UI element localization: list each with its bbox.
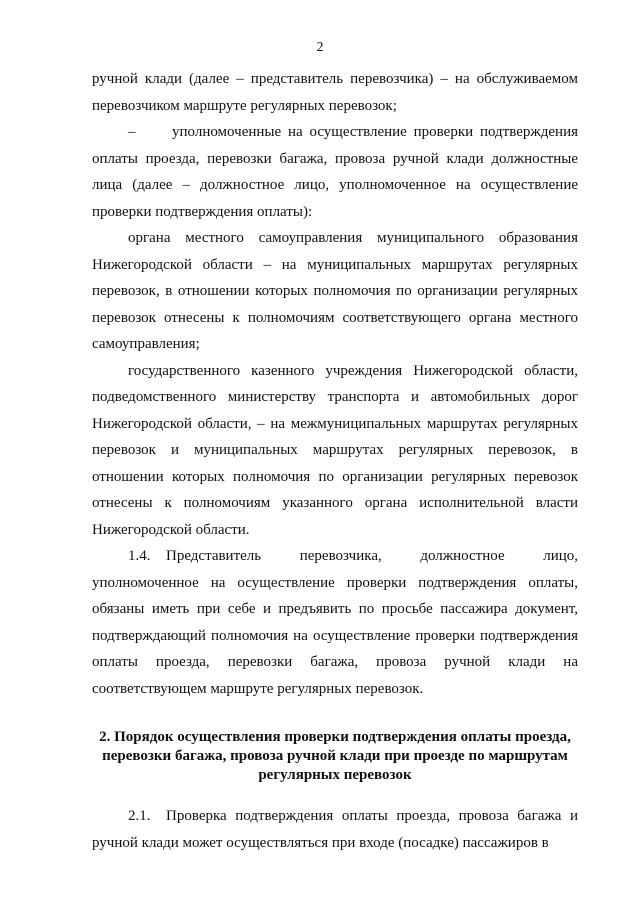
paragraph-local-government-body: органа местного самоуправления муниципального образования Нижегородской области – на муниципальных маршрутах регулярных перевозок, в отношении которых полномочия по организации регулярных перевозок отнесены к полномочиям соответствующего органа местного самоуправления; xyxy=(92,230,578,352)
paragraph-1-4 xyxy=(92,543,578,702)
paragraph-2-1-text: Проверка подтверждения оплаты проезда, провоза багажа и ручной клади может осуществляться при входе (посадке) пассажиров в xyxy=(92,808,578,851)
section-heading-line-2: перевозки багажа, провоза ручной клади при проезде по маршрутам xyxy=(102,748,568,764)
paragraph-number-1-4: 1.4. xyxy=(128,548,151,564)
document-body xyxy=(92,66,578,856)
paragraph-number-2-1: 2.1. xyxy=(128,808,151,824)
list-dash: – xyxy=(128,124,136,140)
paragraph-authorized-officials xyxy=(92,119,578,225)
page-number: 2 xyxy=(316,40,324,55)
paragraph-state-institution: государственного казенного учреждения Нижегородской области, подведомственного министерству транспорта и автомобильных дорог Нижегородской области, – на межмуниципальных маршрутах регулярных перевозок и муниципальных маршрутах регулярных перевозок, в отношении которых полномочия по организации регулярных перевозок отнесены к полномочиям указанного органа исполнительной власти Нижегородской области. xyxy=(92,362,578,538)
paragraph-authorized-officials-text: уполномоченные на осуществление проверки подтверждения оплаты проезда, перевозки багажа, провоза ручной клади должностные лица (далее – должностное лицо, уполномоченное на осуществление проверки подтверждения оплаты): xyxy=(92,124,578,220)
section-heading-line-1: 2. Порядок осуществления проверки подтверждения оплаты проезда, xyxy=(99,729,571,745)
paragraph-1-4-text: Представитель перевозчика, должностное лицо, уполномоченное на осуществление проверки подтверждения оплаты, обязаны иметь при себе и предъявить по просьбе пассажира документ, подтверждающий полномочия на осуществление проверки подтверждения оплаты проезда, перевозки багажа, провоза ручной клади на соответствующем маршруте регулярных перевозок. xyxy=(92,548,578,697)
section-heading-line-3: регулярных перевозок xyxy=(258,767,412,783)
paragraph-representative-continuation: ручной клади (далее – представитель перевозчика) – на обслуживаемом перевозчиком маршруте регулярных перевозок; xyxy=(92,71,578,114)
section-heading-2 xyxy=(92,728,578,785)
paragraph-2-1 xyxy=(92,803,578,856)
